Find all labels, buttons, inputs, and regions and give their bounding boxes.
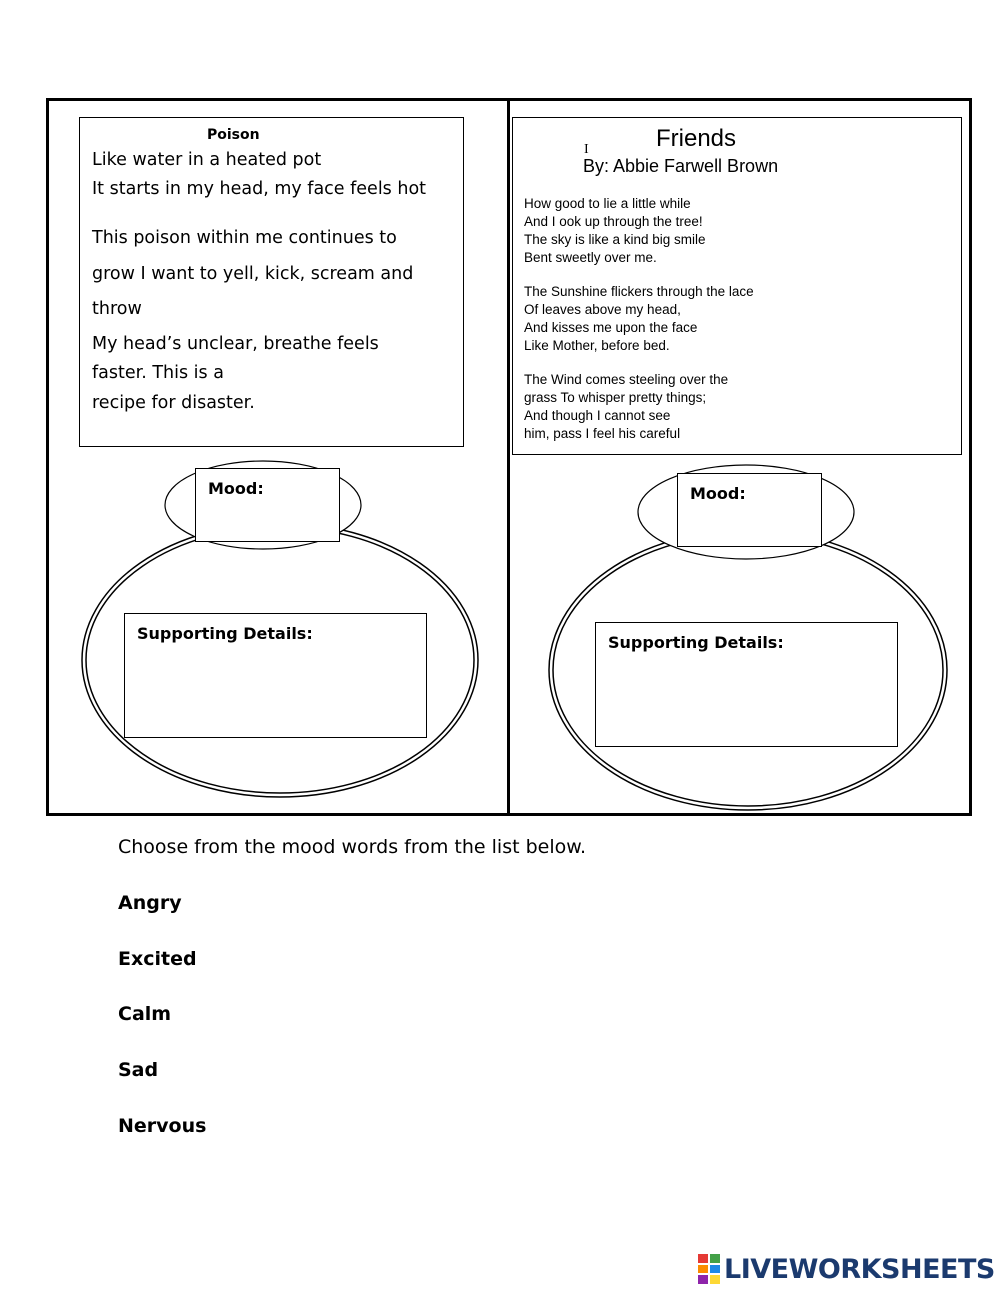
logo-block <box>698 1254 708 1263</box>
mood-word-nervous: Nervous <box>118 1115 207 1137</box>
mood-word-excited: Excited <box>118 948 197 970</box>
instruction-text: Choose from the mood words from the list below. <box>118 836 587 858</box>
liveworksheets-logo <box>698 1252 995 1286</box>
friends-line: The sky is like a kind big smile <box>524 232 706 247</box>
right-details-label: Supporting Details: <box>608 633 784 652</box>
friends-line: How good to lie a little while <box>524 196 691 211</box>
mood-word-sad: Sad <box>118 1059 159 1081</box>
poison-line: Like water in a heated pot <box>92 150 322 170</box>
friends-line: grass To whisper pretty things; <box>524 390 707 405</box>
left-mood-label: Mood: <box>208 479 264 498</box>
friends-stray-mark: I <box>584 142 589 157</box>
friends-line: And I ook up through the tree! <box>524 214 703 229</box>
left-details-label: Supporting Details: <box>137 624 313 643</box>
poison-line: This poison within me continues to <box>92 228 397 248</box>
mood-word-angry: Angry <box>118 892 182 914</box>
poison-line: throw <box>92 299 142 319</box>
poison-line: recipe for disaster. <box>92 393 255 413</box>
poison-line: grow I want to yell, kick, scream and <box>92 264 414 284</box>
mood-word-calm: Calm <box>118 1003 172 1025</box>
logo-block <box>698 1275 708 1284</box>
logo-block <box>710 1265 720 1274</box>
friends-line: Like Mother, before bed. <box>524 338 670 353</box>
friends-title: Friends <box>656 125 737 152</box>
logo-block <box>698 1265 708 1274</box>
poison-title: Poison <box>207 127 260 143</box>
friends-line: him, pass I feel his careful <box>524 426 681 441</box>
friends-line: Of leaves above my head, <box>524 302 681 317</box>
logo-block <box>710 1254 720 1263</box>
poison-line: faster. This is a <box>92 363 224 383</box>
logo-block <box>710 1275 720 1284</box>
friends-line: Bent sweetly over me. <box>524 250 657 265</box>
logo-text: LIVEWORKSHEETS <box>724 1253 995 1285</box>
friends-line: And though I cannot see <box>524 408 671 423</box>
logo-blocks-icon <box>698 1254 720 1284</box>
friends-author: By: Abbie Farwell Brown <box>583 156 779 176</box>
poison-line: My head’s unclear, breathe feels <box>92 334 379 354</box>
friends-line: The Wind comes steeling over the <box>524 372 729 387</box>
poison-line: It starts in my head, my face feels hot <box>92 179 427 199</box>
right-mood-label: Mood: <box>690 484 746 503</box>
friends-line: And kisses me upon the face <box>524 320 698 335</box>
friends-line: The Sunshine flickers through the lace <box>524 284 754 299</box>
